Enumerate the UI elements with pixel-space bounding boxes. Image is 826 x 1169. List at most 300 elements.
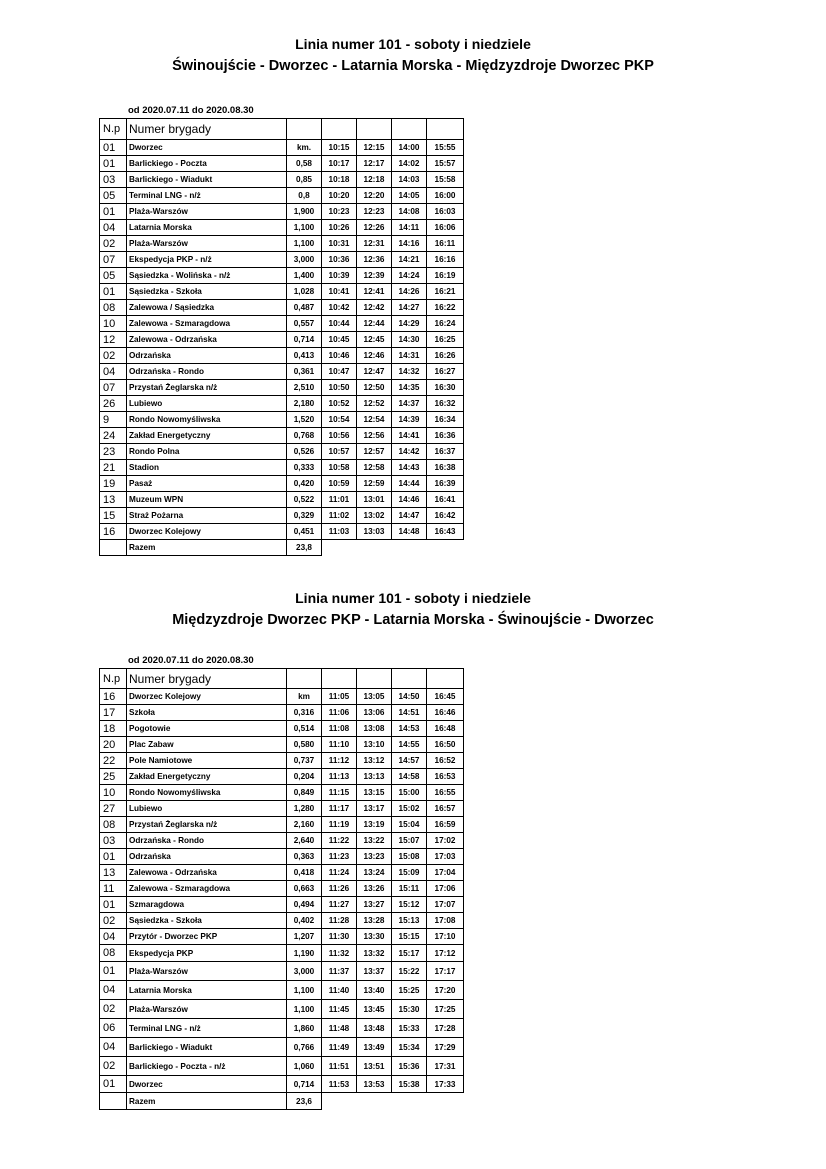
stop-np: 04 <box>100 929 127 945</box>
stop-km: 1,280 <box>287 801 322 817</box>
departure-time-4: 16:06 <box>427 220 464 236</box>
stop-km: km. <box>287 140 322 156</box>
stop-np: 02 <box>100 348 127 364</box>
departure-time-2: 12:20 <box>357 188 392 204</box>
departure-time-2: 12:42 <box>357 300 392 316</box>
departure-time-2: 13:27 <box>357 897 392 913</box>
table-row <box>100 785 464 801</box>
stop-np: 11 <box>100 881 127 897</box>
departure-time-2: 13:03 <box>357 524 392 540</box>
table-row <box>100 444 464 460</box>
table-row <box>100 981 464 1000</box>
departure-time-2: 12:57 <box>357 444 392 460</box>
departure-time-1: 11:48 <box>322 1019 357 1038</box>
departure-time-1: 11:24 <box>322 865 357 881</box>
stop-km: 2,160 <box>287 817 322 833</box>
stop-km: 1,860 <box>287 1019 322 1038</box>
departure-time-3: 14:48 <box>392 524 427 540</box>
stop-np: 01 <box>100 140 127 156</box>
stop-np: 23 <box>100 444 127 460</box>
stop-np: 12 <box>100 332 127 348</box>
table-row <box>100 849 464 865</box>
stop-np: 07 <box>100 380 127 396</box>
departure-time-4: 17:08 <box>427 913 464 929</box>
stop-np: 16 <box>100 689 127 705</box>
timetable-1-table <box>99 118 464 556</box>
departure-time-1: 11:26 <box>322 881 357 897</box>
departure-time-2: 12:50 <box>357 380 392 396</box>
table-row <box>100 897 464 913</box>
departure-time-1: 11:45 <box>322 1000 357 1019</box>
departure-time-2: 12:45 <box>357 332 392 348</box>
departure-time-4: 16:46 <box>427 705 464 721</box>
total-blank-cell <box>357 1093 392 1110</box>
departure-time-4: 16:25 <box>427 332 464 348</box>
stop-km: 0,557 <box>287 316 322 332</box>
departure-time-1: 11:10 <box>322 737 357 753</box>
header-np: N.p <box>100 669 127 689</box>
timetable-1-title <box>0 33 826 77</box>
departure-time-3: 14:11 <box>392 220 427 236</box>
departure-time-2: 13:48 <box>357 1019 392 1038</box>
stop-name: Ekspedycja PKP <box>127 945 287 962</box>
stop-np: 02 <box>100 913 127 929</box>
stop-km: 1,100 <box>287 1000 322 1019</box>
header-brigade-number: Numer brygady <box>127 119 287 140</box>
departure-time-2: 12:44 <box>357 316 392 332</box>
table-row <box>100 705 464 721</box>
stop-km: 1,190 <box>287 945 322 962</box>
departure-time-3: 14:42 <box>392 444 427 460</box>
table-row <box>100 204 464 220</box>
stop-name: Dworzec <box>127 140 287 156</box>
stop-km: 3,000 <box>287 252 322 268</box>
stop-km: 0,768 <box>287 428 322 444</box>
departure-time-3: 14:51 <box>392 705 427 721</box>
departure-time-4: 16:48 <box>427 721 464 737</box>
header-brigade-cell <box>427 669 464 689</box>
departure-time-1: 10:42 <box>322 300 357 316</box>
departure-time-2: 12:23 <box>357 204 392 220</box>
departure-time-1: 10:18 <box>322 172 357 188</box>
departure-time-1: 10:17 <box>322 156 357 172</box>
departure-time-1: 10:59 <box>322 476 357 492</box>
stop-km: 0,316 <box>287 705 322 721</box>
stop-np: 04 <box>100 220 127 236</box>
departure-time-4: 16:34 <box>427 412 464 428</box>
table-row <box>100 881 464 897</box>
table-row <box>100 220 464 236</box>
table-row <box>100 252 464 268</box>
stop-np: 03 <box>100 833 127 849</box>
departure-time-3: 14:37 <box>392 396 427 412</box>
departure-time-4: 15:57 <box>427 156 464 172</box>
departure-time-4: 15:58 <box>427 172 464 188</box>
stop-km: 1,520 <box>287 412 322 428</box>
departure-time-1: 11:49 <box>322 1038 357 1057</box>
header-brigade-cell <box>357 119 392 140</box>
stop-km: 0,737 <box>287 753 322 769</box>
stop-name: Odrzańska <box>127 348 287 364</box>
departure-time-4: 17:06 <box>427 881 464 897</box>
stop-name: Dworzec Kolejowy <box>127 689 287 705</box>
stop-np: 22 <box>100 753 127 769</box>
table-row <box>100 508 464 524</box>
departure-time-2: 13:10 <box>357 737 392 753</box>
table-row <box>100 1019 464 1038</box>
departure-time-2: 13:53 <box>357 1076 392 1093</box>
stop-km: 0,333 <box>287 460 322 476</box>
departure-time-1: 10:47 <box>322 364 357 380</box>
stop-name: Barlickiego - Wiadukt <box>127 172 287 188</box>
departure-time-3: 15:22 <box>392 962 427 981</box>
departure-time-3: 15:17 <box>392 945 427 962</box>
departure-time-3: 15:25 <box>392 981 427 1000</box>
departure-time-4: 16:38 <box>427 460 464 476</box>
table-header-row <box>100 669 464 689</box>
departure-time-4: 16:43 <box>427 524 464 540</box>
departure-time-1: 11:13 <box>322 769 357 785</box>
stop-km: 1,207 <box>287 929 322 945</box>
departure-time-2: 12:46 <box>357 348 392 364</box>
departure-time-4: 16:41 <box>427 492 464 508</box>
stop-np: 20 <box>100 737 127 753</box>
stop-name: Ekspedycja PKP - n/ż <box>127 252 287 268</box>
total-np-cell <box>100 1093 127 1110</box>
departure-time-2: 12:15 <box>357 140 392 156</box>
stop-np: 02 <box>100 1057 127 1076</box>
stop-name: Odrzańska - Rondo <box>127 833 287 849</box>
departure-time-1: 11:40 <box>322 981 357 1000</box>
departure-time-4: 16:59 <box>427 817 464 833</box>
header-brigade-cell <box>392 669 427 689</box>
stop-km: 1,100 <box>287 236 322 252</box>
departure-time-4: 17:12 <box>427 945 464 962</box>
departure-time-4: 17:29 <box>427 1038 464 1057</box>
stop-np: 01 <box>100 204 127 220</box>
stop-name: Odrzańska - Rondo <box>127 364 287 380</box>
stop-np: 27 <box>100 801 127 817</box>
departure-time-2: 13:02 <box>357 508 392 524</box>
departure-time-3: 14:41 <box>392 428 427 444</box>
stop-np: 16 <box>100 524 127 540</box>
timetable-1-title-line2: Świnoujście - Dworzec - Latarnia Morska - Międzyzdroje Dworzec PKP <box>172 58 654 74</box>
departure-time-2: 12:41 <box>357 284 392 300</box>
stop-np: 07 <box>100 252 127 268</box>
departure-time-3: 15:02 <box>392 801 427 817</box>
stop-name: Latarnia Morska <box>127 220 287 236</box>
departure-time-1: 11:06 <box>322 705 357 721</box>
stop-np: 02 <box>100 236 127 252</box>
departure-time-1: 10:41 <box>322 284 357 300</box>
stop-name: Zakład Energetyczny <box>127 428 287 444</box>
departure-time-3: 15:04 <box>392 817 427 833</box>
departure-time-2: 12:52 <box>357 396 392 412</box>
stop-np: 25 <box>100 769 127 785</box>
departure-time-1: 11:23 <box>322 849 357 865</box>
stop-np: 06 <box>100 1019 127 1038</box>
stop-name: Przystań Żeglarska n/ż <box>127 380 287 396</box>
departure-time-4: 16:32 <box>427 396 464 412</box>
departure-time-1: 11:02 <box>322 508 357 524</box>
departure-time-1: 11:05 <box>322 689 357 705</box>
stop-name: Rondo Nowomyśliwska <box>127 785 287 801</box>
stop-np: 9 <box>100 412 127 428</box>
departure-time-1: 11:37 <box>322 962 357 981</box>
departure-time-1: 10:52 <box>322 396 357 412</box>
stop-name: Zalewowa - Odrzańska <box>127 332 287 348</box>
stop-name: Terminal LNG - n/ż <box>127 1019 287 1038</box>
departure-time-1: 10:45 <box>322 332 357 348</box>
table-row <box>100 913 464 929</box>
stop-name: Terminal LNG - n/ż <box>127 188 287 204</box>
stop-name: Muzeum WPN <box>127 492 287 508</box>
stop-km: 1,028 <box>287 284 322 300</box>
stop-np: 13 <box>100 492 127 508</box>
stop-km: 0,451 <box>287 524 322 540</box>
departure-time-3: 15:08 <box>392 849 427 865</box>
departure-time-3: 14:50 <box>392 689 427 705</box>
stop-np: 01 <box>100 284 127 300</box>
departure-time-3: 14:29 <box>392 316 427 332</box>
total-blank-cell <box>427 1093 464 1110</box>
table-row <box>100 721 464 737</box>
stop-name: Plaża-Warszów <box>127 962 287 981</box>
departure-time-2: 12:47 <box>357 364 392 380</box>
stop-name: Lubiewo <box>127 396 287 412</box>
stop-np: 17 <box>100 705 127 721</box>
departure-time-1: 11:17 <box>322 801 357 817</box>
stop-name: Zalewowa - Szmaragdowa <box>127 881 287 897</box>
departure-time-3: 14:21 <box>392 252 427 268</box>
departure-time-3: 14:08 <box>392 204 427 220</box>
stop-km: 0,418 <box>287 865 322 881</box>
stop-km: 0,413 <box>287 348 322 364</box>
departure-time-1: 10:20 <box>322 188 357 204</box>
table-row <box>100 1076 464 1093</box>
departure-time-4: 16:53 <box>427 769 464 785</box>
departure-time-3: 15:34 <box>392 1038 427 1057</box>
stop-name: Latarnia Morska <box>127 981 287 1000</box>
departure-time-4: 17:02 <box>427 833 464 849</box>
departure-time-2: 13:19 <box>357 817 392 833</box>
stop-name: Pogotowie <box>127 721 287 737</box>
departure-time-4: 15:55 <box>427 140 464 156</box>
timetable-1-validity: od 2020.07.11 do 2020.08.30 <box>128 105 254 116</box>
departure-time-2: 13:26 <box>357 881 392 897</box>
stop-np: 10 <box>100 785 127 801</box>
departure-time-4: 16:11 <box>427 236 464 252</box>
stop-km: 0,494 <box>287 897 322 913</box>
header-np: N.p <box>100 119 127 140</box>
stop-km: 0,714 <box>287 1076 322 1093</box>
departure-time-4: 17:10 <box>427 929 464 945</box>
departure-time-4: 17:28 <box>427 1019 464 1038</box>
departure-time-2: 13:40 <box>357 981 392 1000</box>
stop-name: Odrzańska <box>127 849 287 865</box>
table-row <box>100 737 464 753</box>
stop-name: Sąsiedzka - Wolińska - n/ż <box>127 268 287 284</box>
departure-time-2: 12:56 <box>357 428 392 444</box>
departure-time-1: 11:15 <box>322 785 357 801</box>
departure-time-3: 14:00 <box>392 140 427 156</box>
departure-time-3: 15:33 <box>392 1019 427 1038</box>
departure-time-1: 11:01 <box>322 492 357 508</box>
stop-np: 01 <box>100 897 127 913</box>
departure-time-2: 12:59 <box>357 476 392 492</box>
table-row <box>100 865 464 881</box>
stop-km: 0,58 <box>287 156 322 172</box>
departure-time-3: 14:30 <box>392 332 427 348</box>
stop-np: 08 <box>100 945 127 962</box>
total-blank-cell <box>322 540 357 556</box>
stop-km: 0,526 <box>287 444 322 460</box>
stop-name: Stadion <box>127 460 287 476</box>
stop-km: 0,420 <box>287 476 322 492</box>
departure-time-4: 16:57 <box>427 801 464 817</box>
timetable-2-title <box>0 587 826 631</box>
table-row <box>100 364 464 380</box>
departure-time-3: 14:24 <box>392 268 427 284</box>
stop-km: 3,000 <box>287 962 322 981</box>
stop-name: Barlickiego - Poczta <box>127 156 287 172</box>
total-blank-cell <box>427 540 464 556</box>
total-blank-cell <box>322 1093 357 1110</box>
departure-time-1: 11:53 <box>322 1076 357 1093</box>
departure-time-4: 16:24 <box>427 316 464 332</box>
table-row <box>100 1038 464 1057</box>
stop-km: 0,766 <box>287 1038 322 1057</box>
stop-np: 03 <box>100 172 127 188</box>
departure-time-2: 13:06 <box>357 705 392 721</box>
departure-time-2: 13:08 <box>357 721 392 737</box>
departure-time-1: 10:15 <box>322 140 357 156</box>
departure-time-3: 14:43 <box>392 460 427 476</box>
stop-km: 0,204 <box>287 769 322 785</box>
header-brigade-cell <box>322 119 357 140</box>
timetable-2-title-line2: Międzyzdroje Dworzec PKP - Latarnia Morska - Świnoujście - Dworzec <box>172 612 654 628</box>
departure-time-1: 10:46 <box>322 348 357 364</box>
table-row <box>100 1000 464 1019</box>
departure-time-3: 15:36 <box>392 1057 427 1076</box>
departure-time-1: 11:51 <box>322 1057 357 1076</box>
table-row <box>100 300 464 316</box>
departure-time-1: 10:23 <box>322 204 357 220</box>
table-row <box>100 929 464 945</box>
total-blank-cell <box>392 1093 427 1110</box>
table-row <box>100 140 464 156</box>
header-brigade-cell <box>427 119 464 140</box>
departure-time-4: 17:31 <box>427 1057 464 1076</box>
departure-time-2: 13:49 <box>357 1038 392 1057</box>
stop-name: Przystań Żeglarska n/ż <box>127 817 287 833</box>
timetable-2-title-line1: Linia numer 101 - soboty i niedziele <box>295 590 531 606</box>
stop-name: Szmaragdowa <box>127 897 287 913</box>
departure-time-1: 11:28 <box>322 913 357 929</box>
timetable-1-title-line1: Linia numer 101 - soboty i niedziele <box>295 36 531 52</box>
departure-time-2: 13:51 <box>357 1057 392 1076</box>
departure-time-2: 12:18 <box>357 172 392 188</box>
timetable-2-table <box>99 668 464 1110</box>
departure-time-3: 15:30 <box>392 1000 427 1019</box>
departure-time-4: 16:16 <box>427 252 464 268</box>
departure-time-2: 12:58 <box>357 460 392 476</box>
departure-time-4: 16:52 <box>427 753 464 769</box>
departure-time-1: 10:31 <box>322 236 357 252</box>
stop-np: 18 <box>100 721 127 737</box>
departure-time-4: 16:21 <box>427 284 464 300</box>
departure-time-4: 17:04 <box>427 865 464 881</box>
total-row <box>100 540 464 556</box>
stop-name: Sąsiedzka - Szkoła <box>127 284 287 300</box>
departure-time-2: 13:45 <box>357 1000 392 1019</box>
stop-name: Zalewowa - Szmaragdowa <box>127 316 287 332</box>
departure-time-2: 13:28 <box>357 913 392 929</box>
table-row <box>100 962 464 981</box>
total-np-cell <box>100 540 127 556</box>
table-row <box>100 332 464 348</box>
table-row <box>100 316 464 332</box>
table-row <box>100 817 464 833</box>
table-row <box>100 236 464 252</box>
departure-time-2: 12:39 <box>357 268 392 284</box>
stop-name: Dworzec Kolejowy <box>127 524 287 540</box>
stop-np: 01 <box>100 1076 127 1093</box>
stop-km: 0,8 <box>287 188 322 204</box>
stop-name: Plac Zabaw <box>127 737 287 753</box>
stop-name: Dworzec <box>127 1076 287 1093</box>
departure-time-3: 15:11 <box>392 881 427 897</box>
departure-time-2: 13:22 <box>357 833 392 849</box>
departure-time-3: 15:13 <box>392 913 427 929</box>
stop-km: 0,663 <box>287 881 322 897</box>
departure-time-3: 14:39 <box>392 412 427 428</box>
table-row <box>100 460 464 476</box>
departure-time-3: 14:26 <box>392 284 427 300</box>
stop-km: 1,060 <box>287 1057 322 1076</box>
stop-name: Barlickiego - Poczta - n/ż <box>127 1057 287 1076</box>
table-row <box>100 284 464 300</box>
stop-np: 21 <box>100 460 127 476</box>
departure-time-4: 17:17 <box>427 962 464 981</box>
departure-time-1: 11:03 <box>322 524 357 540</box>
stop-km: 0,849 <box>287 785 322 801</box>
departure-time-1: 10:56 <box>322 428 357 444</box>
table-row <box>100 188 464 204</box>
departure-time-4: 16:50 <box>427 737 464 753</box>
table-row <box>100 769 464 785</box>
stop-name: Szkoła <box>127 705 287 721</box>
stop-np: 26 <box>100 396 127 412</box>
table-row <box>100 172 464 188</box>
table-header-row <box>100 119 464 140</box>
stop-np: 15 <box>100 508 127 524</box>
departure-time-4: 16:03 <box>427 204 464 220</box>
stop-name: Przytór - Dworzec PKP <box>127 929 287 945</box>
departure-time-1: 10:54 <box>322 412 357 428</box>
table-row <box>100 268 464 284</box>
departure-time-4: 17:03 <box>427 849 464 865</box>
stop-km: 0,402 <box>287 913 322 929</box>
departure-time-1: 11:30 <box>322 929 357 945</box>
stop-name: Rondo Nowomyśliwska <box>127 412 287 428</box>
departure-time-3: 14:58 <box>392 769 427 785</box>
departure-time-2: 13:13 <box>357 769 392 785</box>
departure-time-3: 14:05 <box>392 188 427 204</box>
table-row <box>100 753 464 769</box>
stop-name: Pasaż <box>127 476 287 492</box>
departure-time-1: 11:32 <box>322 945 357 962</box>
